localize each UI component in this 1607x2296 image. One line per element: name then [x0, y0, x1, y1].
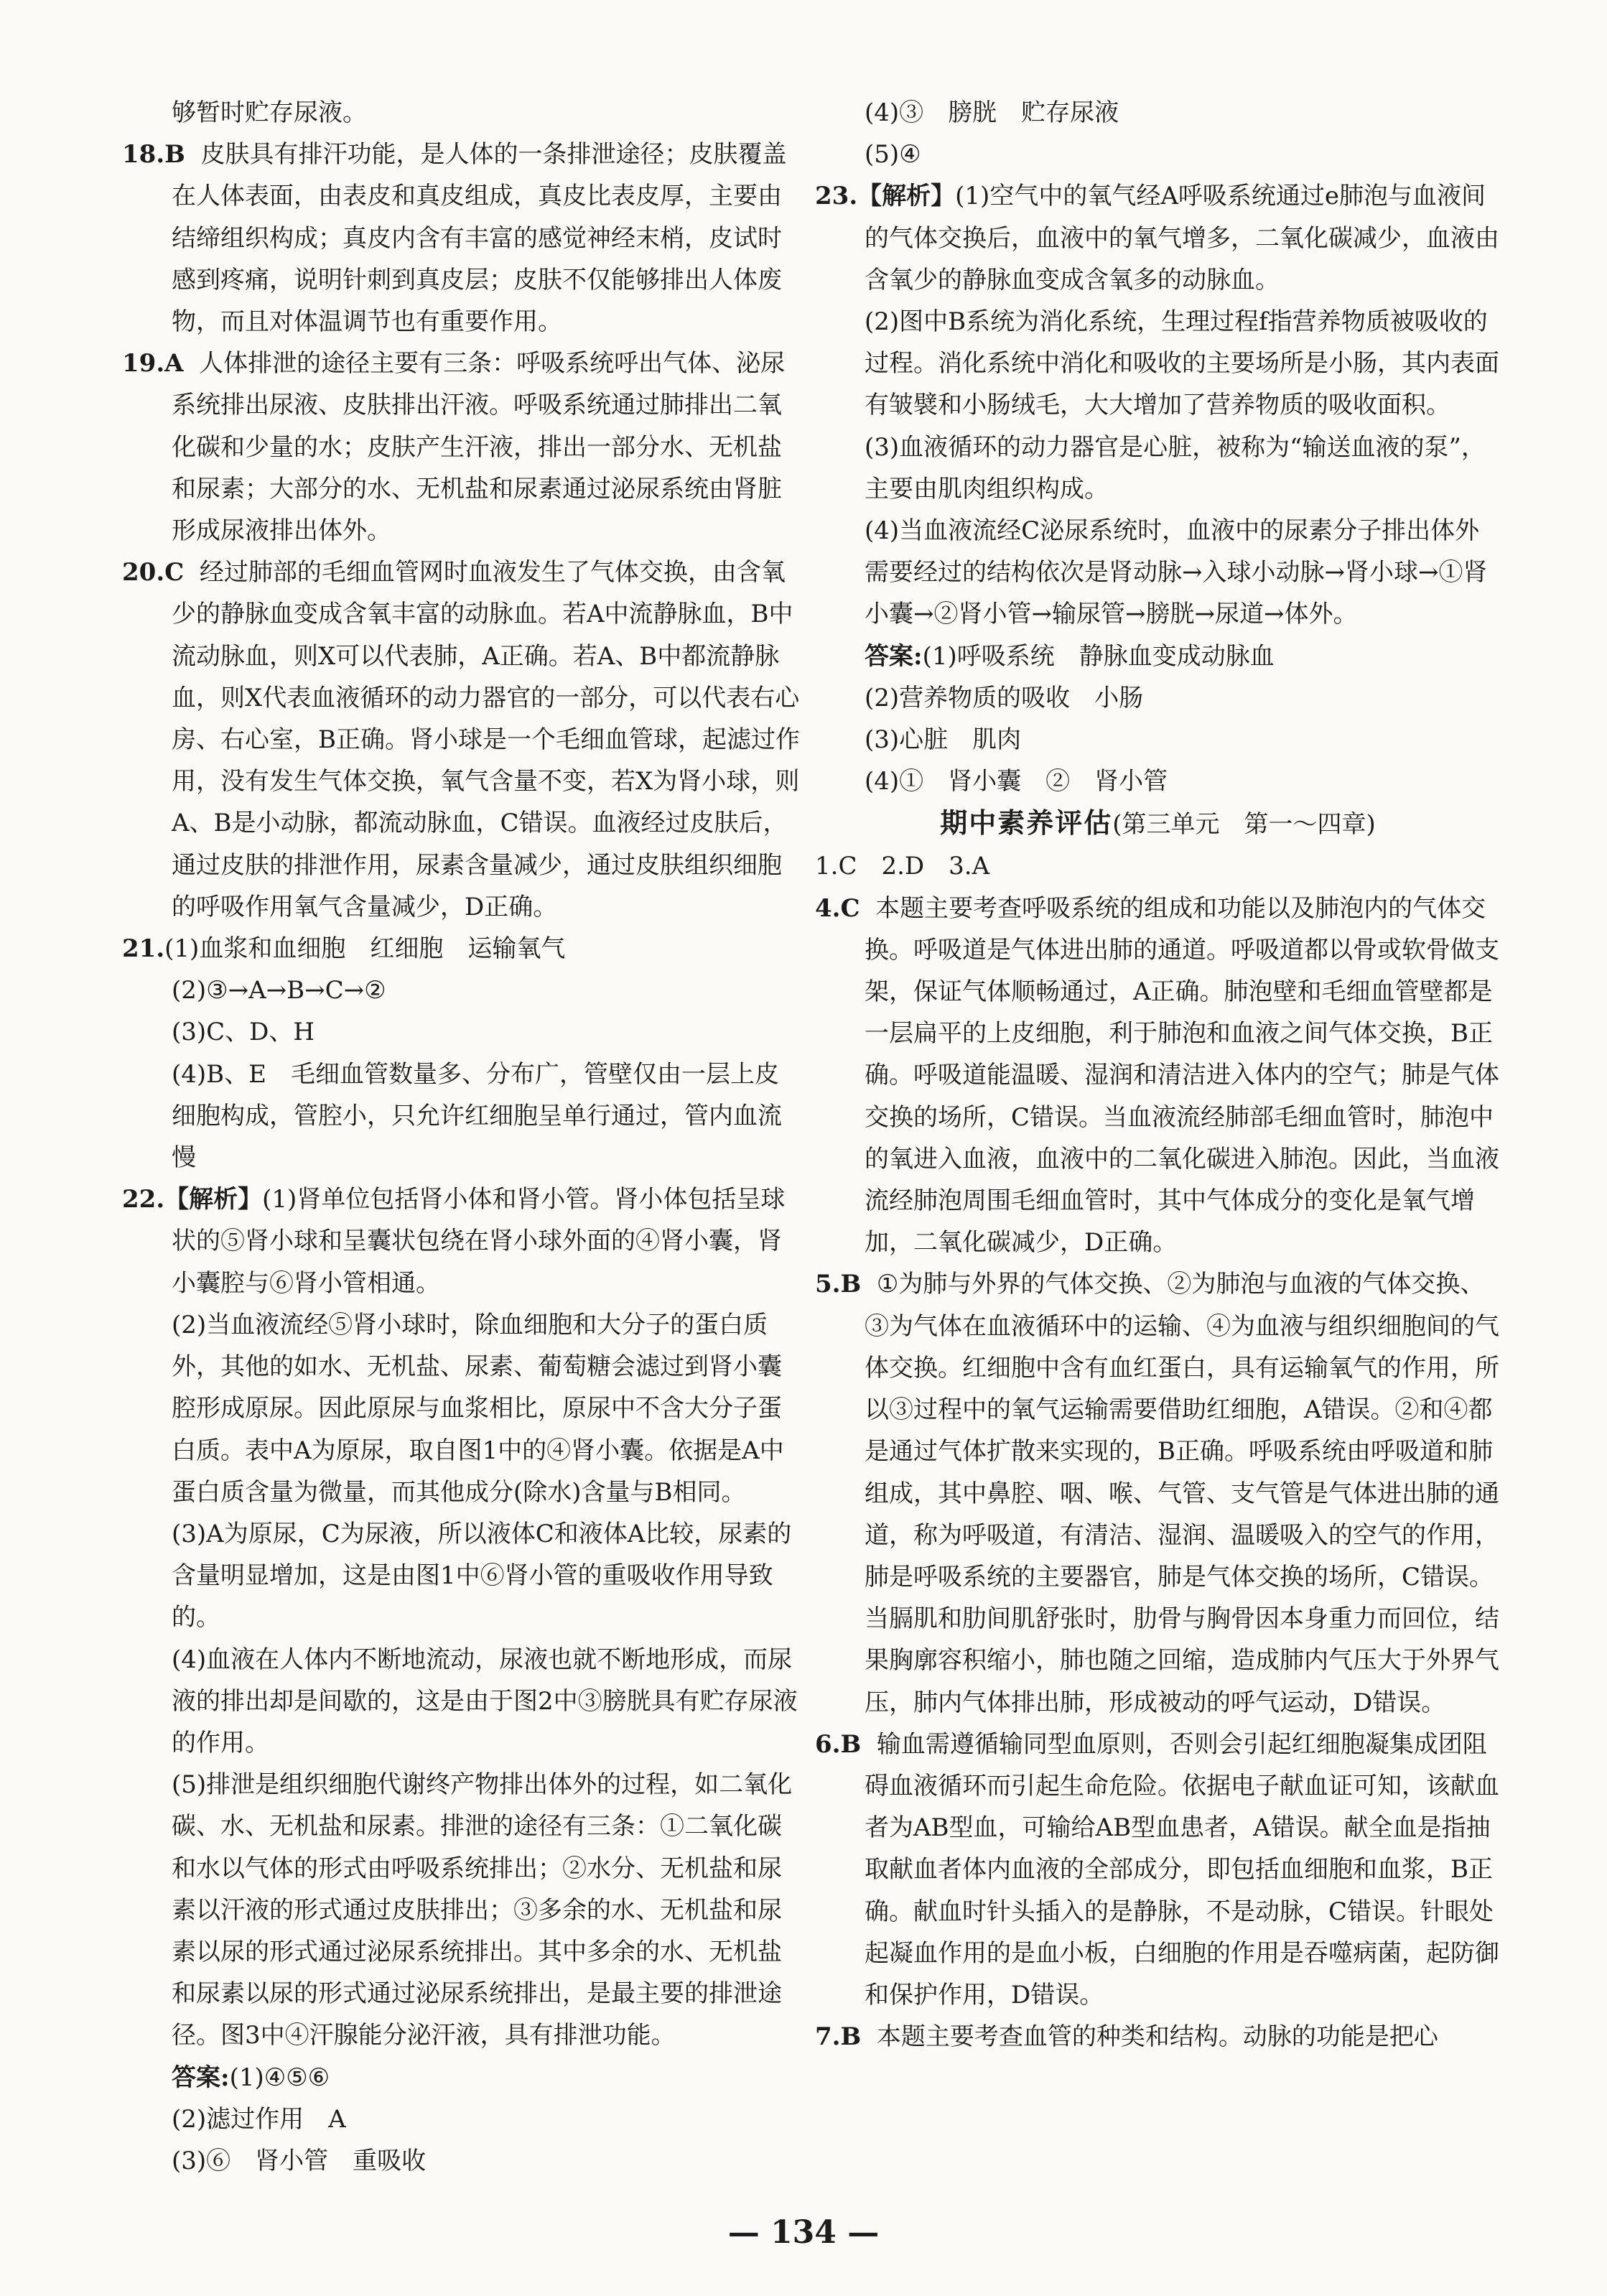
question-number: 答案:: [172, 2063, 230, 2092]
answer-paragraph: [122, 2099, 801, 2140]
question-number: 20.C: [122, 558, 185, 587]
answer-text: (4)③ 膀胱 贮存尿液: [865, 98, 1119, 127]
section-subtitle: (第三单元 第一～四章): [1112, 810, 1376, 840]
answer-text: (4)B、E 毛细血管数量多、分布广，管壁仅由一层上皮细胞构成，管腔小，只允许红细胞呈单行通过，管内血流慢: [172, 1059, 782, 1173]
section-title: 期中素养评估: [940, 807, 1113, 840]
answer-text: (3)C、D、H: [172, 1018, 315, 1047]
answer-text: (5)排泄是组织细胞代谢终产物排出体外的过程，如二氧化碳、水、无机盐和尿素。排泄的途径有三条：①二氧化碳和水以气体的形式由呼吸系统排出；②水分、无机盐和尿素以汗液的形式通过皮肤排出；③多余的水、无机盐和尿素以尿的形式通过泌尿系统排出。其中多余的水、无机盐和尿素以尿的形式通过泌尿系统排出，是最主要的排泄途径。图3中④汗腺能分泌汗液，具有排泄功能。: [172, 1770, 793, 2050]
answer-paragraph: [815, 636, 1501, 677]
question-number: 23.【解析】: [815, 182, 956, 211]
answer-text: (4)① 肾小囊 ② 肾小管: [865, 767, 1168, 796]
answer-text: ①为肺与外界的气体交换、②为肺泡与血液的气体交换、③为气体在血液循环中的运输、④为血液与组织细胞间的气体交换。红细胞中含有血红蛋白，具有运输氧气的作用，所以③过程中的氧气运输需要借助红细胞，A错误。②和④都是通过气体扩散来实现的，B正确。呼吸系统由呼吸道和肺组成，其中鼻腔、咽、喉、气管、支气管是气体进出肺的通道，称为呼吸道，有清洁、湿润、温暖吸入的空气的作用，肺是呼吸系统的主要器官，肺是气体交换的场所，C错误。当膈肌和肋间肌舒张时，肋骨与胸骨因本身重力而回位，结果胸廓容积缩小，肺也随之回缩，造成肺内气压大于外界气压，肺内气体排出肺，形成被动的呼气运动，D错误。: [861, 1270, 1499, 1717]
answer-paragraph: [122, 134, 801, 343]
answer-paragraph: [122, 552, 801, 928]
answer-text: (3)⑥ 肾小管 重吸收: [172, 2146, 427, 2175]
answer-paragraph: [122, 1639, 801, 1765]
question-number: 答案:: [865, 641, 923, 671]
answer-paragraph: [122, 1513, 801, 1639]
answer-paragraph: [122, 1764, 801, 2056]
answer-text: 本题主要考查呼吸系统的组成和功能以及肺泡内的气体交换。呼吸道是气体进出肺的通道。呼吸道都以骨或软骨做支架，保证气体顺畅通过，A正确。肺泡壁和毛细血管壁都是一层扁平的上皮细胞，利于肺泡和血液之间气体交换，B正确。呼吸道能温暖、湿润和清洁进入体内的空气；肺是气体交换的场所，C错误。当血液流经肺部毛细血管时，肺泡中的氧进入血液，血液中的二氧化碳进入肺泡。因此，当血液流经肺泡周围毛细血管时，其中气体成分的变化是氧气增加，二氧化碳减少，D正确。: [860, 893, 1499, 1258]
answer-paragraph: [122, 92, 801, 134]
answer-text: (1)呼吸系统 静脉血变成动脉血: [922, 641, 1275, 671]
answer-paragraph: [815, 427, 1501, 510]
answer-paragraph: [122, 1011, 801, 1053]
answer-paragraph: [815, 175, 1501, 301]
left-column: [122, 92, 801, 2182]
section-heading: [815, 802, 1501, 845]
answer-paragraph: [122, 970, 801, 1011]
question-number: 4.C: [815, 893, 860, 923]
answer-paragraph: [815, 2016, 1501, 2058]
answer-text: (4)当血液流经C泌尿系统时，血液中的尿素分子排出体外需要经过的结构依次是肾动脉→入球小动脉→肾小球→①肾小囊→②肾小管→输尿管→膀胱→尿道→体外。: [865, 516, 1488, 629]
answer-paragraph: [815, 1263, 1501, 1723]
answer-text: (2)营养物质的吸收 小肠: [865, 683, 1144, 712]
answer-paragraph: [815, 1724, 1501, 2016]
answer-text: 皮肤具有排汗功能，是人体的一条排泄途径；皮肤覆盖在人体表面，由表皮和真皮组成，真皮比表皮厚，主要由结缔组织构成；真皮内含有丰富的感觉神经末梢，皮试时感到疼痛，说明针刺到真皮层；皮肤不仅能够排出人体废物，而且对体温调节也有重要作用。: [172, 140, 787, 337]
answer-paragraph: [815, 301, 1501, 427]
answer-text: 本题主要考查血管的种类和结构。动脉的功能是把心: [861, 2022, 1438, 2052]
answer-paragraph: [122, 2140, 801, 2182]
answer-text: 人体排泄的途径主要有三条：呼吸系统呼出气体、泌尿系统排出尿液、皮肤排出汗液。呼吸系统通过肺排出二氧化碳和少量的水；皮肤产生汗液，排出一部分水、无机盐和尿素；大部分的水、无机盐和尿素通过泌尿系统由肾脏形成尿液排出体外。: [172, 349, 786, 546]
answer-paragraph: [815, 134, 1501, 175]
question-number: 19.A: [122, 349, 184, 378]
answer-text: 1.C 2.D 3.A: [815, 852, 990, 881]
answer-text: (3)心脏 肌肉: [865, 725, 1022, 755]
answer-paragraph: [815, 888, 1501, 1264]
answer-paragraph: [122, 2057, 801, 2099]
right-column-midterm-answers: [815, 845, 1501, 2058]
answer-text: (5)④: [865, 140, 921, 169]
answer-paragraph: [122, 1054, 801, 1179]
question-number: 22.【解析】: [122, 1185, 263, 1214]
answer-paragraph: [815, 719, 1501, 761]
answer-paragraph: [122, 1179, 801, 1304]
answer-text: (3)血液循环的动力器官是心脏，被称为“输送血液的泵”，主要由肌肉组织构成。: [865, 432, 1486, 503]
answer-text: (1)④⑤⑥: [229, 2063, 330, 2092]
question-number: 21.: [122, 934, 165, 964]
page-number: — 134 —: [727, 2214, 880, 2251]
answer-text: (1)血浆和血细胞 红细胞 运输氧气: [164, 934, 566, 964]
answer-text: (2)图中B系统为消化系统，生理过程f指营养物质被吸收的过程。消化系统中消化和吸收的主要场所是小肠，其内表面有皱襞和小肠绒毛，大大增加了营养物质的吸收面积。: [865, 307, 1499, 420]
answer-paragraph: [122, 343, 801, 552]
answer-text: 够暂时贮存尿液。: [172, 98, 367, 127]
question-number: 6.B: [815, 1729, 862, 1759]
answer-text: (1)肾单位包括肾小体和肾小管。肾小体包括呈球状的⑤肾小球和呈囊状包绕在肾小球外面的④肾小囊，肾小囊腔与⑥肾小管相通。: [172, 1185, 786, 1298]
answer-text: (2)当血液流经⑤肾小球时，除血细胞和大分子的蛋白质外，其他的如水、无机盐、尿素、葡萄糖会滤过到肾小囊腔形成原尿。因此原尿与血浆相比，原尿中不含大分子蛋白质。表中A为原尿，取自图1中的④肾小囊。依据是A中蛋白质含量为微量，而其他成分(除水)含量与B相同。: [172, 1310, 784, 1507]
answer-paragraph: [122, 1304, 801, 1513]
answer-paragraph: [815, 510, 1501, 636]
answer-paragraph: [122, 928, 801, 970]
answer-text: (4)血液在人体内不断地流动，尿液也就不断地形成，而尿液的排出却是间歇的，这是由于图2中③膀胱具有贮存尿液的作用。: [172, 1645, 798, 1757]
answer-text: (3)A为原尿，C为尿液，所以液体C和液体A比较，尿素的含量明显增加，这是由图1中⑥肾小管的重吸收作用导致的。: [172, 1519, 792, 1632]
answer-text: 经过肺部的毛细血管网时血液发生了气体交换，由含氧少的静脉血变成含氧丰富的动脉血。若A中流静脉血，B中流动脉血，则X可以代表肺，A正确。若A、B中都流静脉血，则X代表血液循环的动力器官的一部分，可以代表右心房、右心室，B正确。肾小球是一个毛细血管球，起滤过作用，没有发生气体交换，氧气含量不变，若X为肾小球，则A、B是小动脉，都流动脉血，C错误。血液经过皮肤后，通过皮肤的排泄作用，尿素含量减少，通过皮肤组织细胞的呼吸作用氧气含量减少，D正确。: [172, 558, 800, 921]
right-column: [815, 92, 1501, 2058]
question-number: 5.B: [815, 1270, 862, 1299]
answer-paragraph: [815, 845, 1501, 887]
question-number: 18.B: [122, 140, 185, 169]
answer-paragraph: [815, 677, 1501, 719]
answer-text: (1)空气中的氧气经A呼吸系统通过e肺泡与血液间的气体交换后，血液中的氧气增多，二氧化碳减少，血液由含氧少的静脉血变成含氧多的动脉血。: [865, 182, 1499, 294]
answer-paragraph: [815, 92, 1501, 134]
question-number: 7.B: [815, 2022, 862, 2052]
right-column-answers: [815, 92, 1501, 802]
answer-text: (2)③→A→B→C→②: [172, 976, 386, 1005]
answer-text: (2)滤过作用 A: [172, 2104, 346, 2134]
answer-text: 输血需遵循输同型血原则，否则会引起红细胞凝集成团阻碍血液循环而引起生命危险。依据电子献血证可知，该献血者为AB型血，可输给AB型血患者，A错误。献全血是指抽取献血者体内血液的全部成分，即包括血细胞和血浆，B正确。献血时针头插入的是静脉，不是动脉，C错误。针眼处起凝血作用的是血小板，白细胞的作用是吞噬病菌，起防御和保护作用，D错误。: [861, 1729, 1499, 2009]
answer-paragraph: [815, 761, 1501, 802]
